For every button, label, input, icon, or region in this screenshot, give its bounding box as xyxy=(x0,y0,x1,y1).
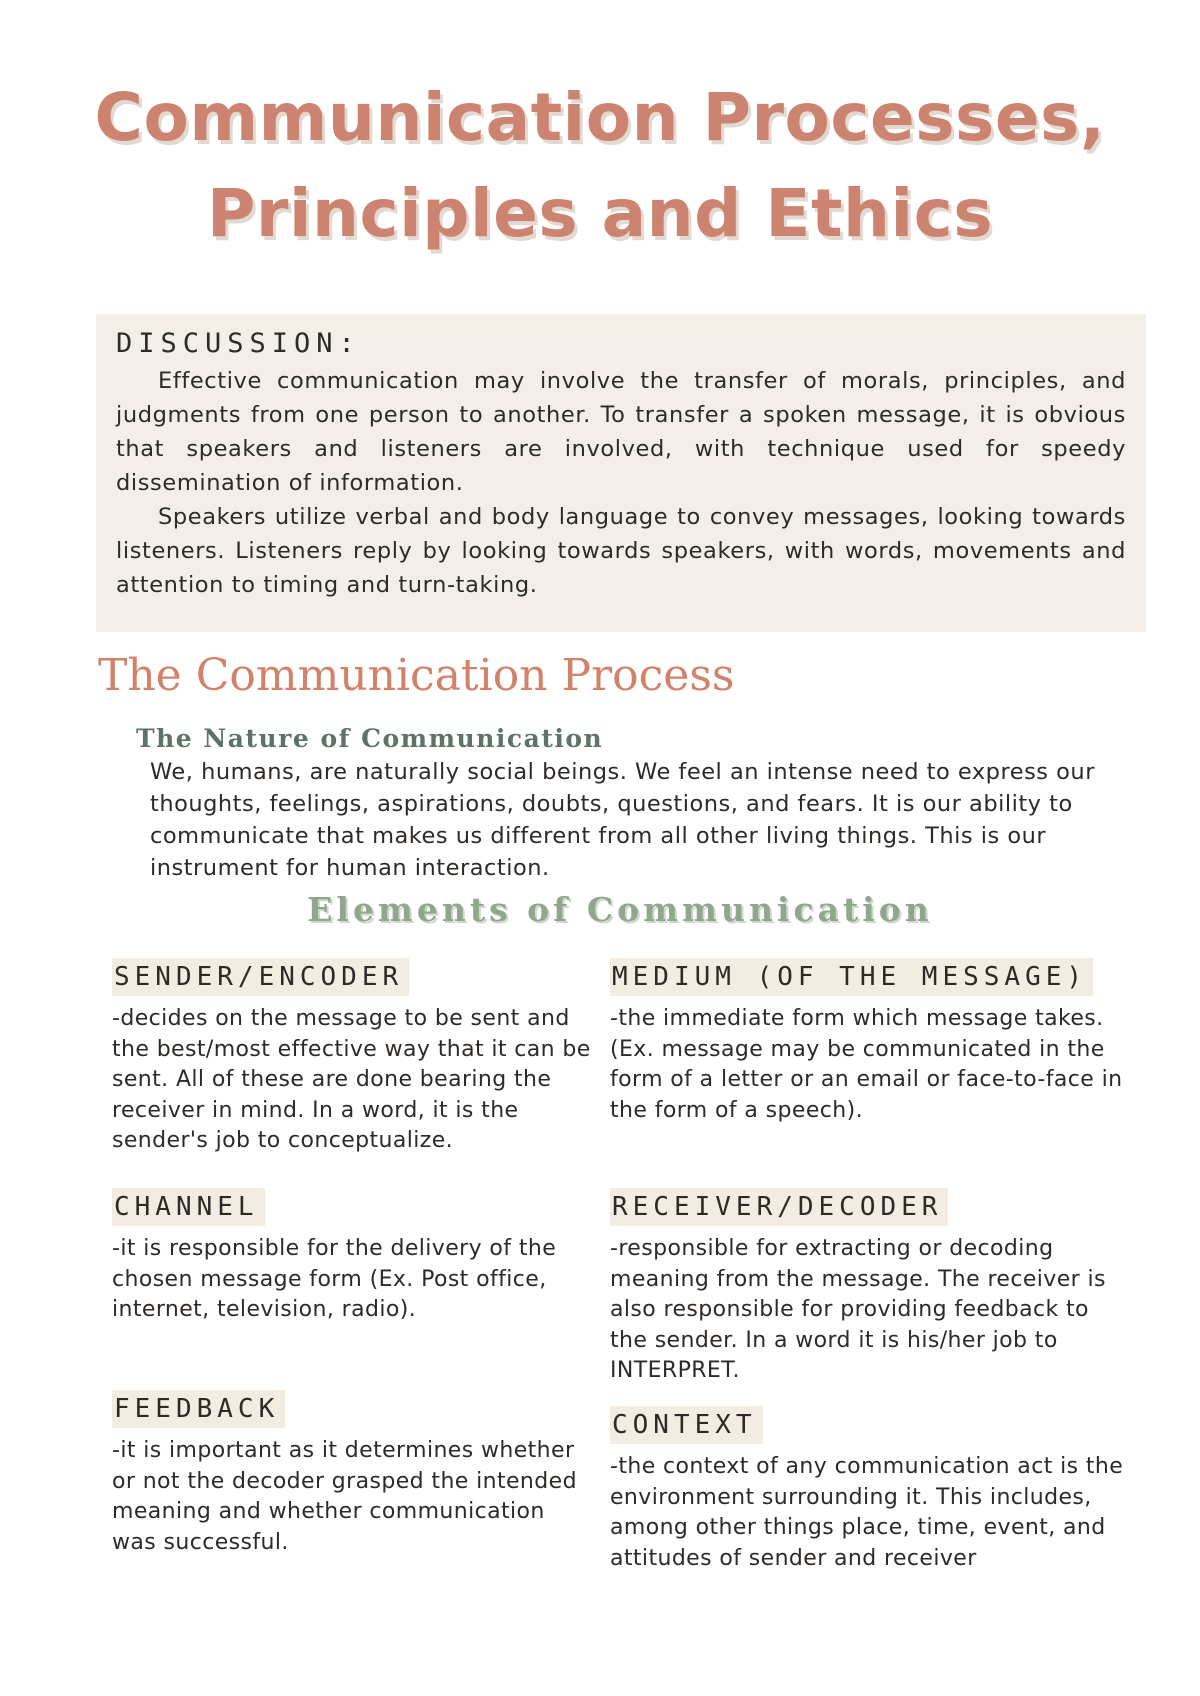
feedback-text: -it is important as it determines whether or not the decoder grasped the intended meaning and whether communication was successful. xyxy=(112,1438,577,1555)
element-sender xyxy=(112,958,592,1157)
page-title xyxy=(0,70,1200,262)
discussion-label: DISCUSSION: xyxy=(116,328,361,359)
nature-of-communication-text: We, humans, are naturally social beings. We feel an intense need to express our thoughts, feelings, aspirations, doubts, questions, and fears. It is our ability to communicate that makes us different from all other living things. This is our instrument for human interaction. xyxy=(150,759,1095,881)
nature-of-communication-heading: The Nature of Communication xyxy=(136,724,604,753)
element-context xyxy=(610,1406,1130,1574)
context-label: CONTEXT xyxy=(610,1406,763,1444)
discussion-paragraph-2: Speakers utilize verbal and body language to convey messages, looking towards listeners. Listeners reply by looking towards speakers, with words, movements and attention to timing and turn-taking. xyxy=(116,504,1126,598)
element-medium xyxy=(610,958,1130,1126)
context-text: -the context of any communication act is the environment surrounding it. This includes, among other things place, time, event, and attitudes of sender and receiver xyxy=(610,1454,1124,1571)
discussion-box xyxy=(96,314,1146,632)
page-title-line-1: Communication Processes, xyxy=(94,79,1106,156)
channel-label: CHANNEL xyxy=(112,1188,265,1226)
element-feedback xyxy=(112,1390,592,1558)
medium-text: -the immediate form which message takes. (Ex. message may be communicated in the form of a letter or an email or face-to-face in the form of a speech). xyxy=(610,1006,1123,1123)
medium-label: MEDIUM (OF THE MESSAGE) xyxy=(610,958,1093,996)
feedback-label: FEEDBACK xyxy=(112,1390,285,1428)
sender-text: -decides on the message to be sent and the best/most effective way that it can be sent. All of these are done bearing the receiver in mind. In a word, it is the sender's job to conceptualize. xyxy=(112,1006,591,1153)
element-receiver xyxy=(610,1188,1130,1387)
receiver-text: -responsible for extracting or decoding meaning from the message. The receiver is also responsible for providing feedback to the sender. In a word it is his/her job to INTERPRET. xyxy=(610,1236,1106,1383)
receiver-label: RECEIVER/DECODER xyxy=(610,1188,948,1226)
page-title-line-2: Principles and Ethics xyxy=(206,175,994,252)
discussion-paragraph-1: Effective communication may involve the transfer of morals, principles, and judgments from one person to another. To transfer a spoken message, it is obvious that speakers and listeners are involved, with technique used for speedy dissemination of information. xyxy=(116,368,1126,496)
sender-label: SENDER/ENCODER xyxy=(112,958,409,996)
elements-of-communication-heading: Elements of Communication xyxy=(307,890,933,929)
communication-process-heading: The Communication Process xyxy=(98,650,735,701)
element-channel xyxy=(112,1188,592,1326)
channel-text: -it is responsible for the delivery of the chosen message form (Ex. Post office, internet, television, radio). xyxy=(112,1236,557,1322)
